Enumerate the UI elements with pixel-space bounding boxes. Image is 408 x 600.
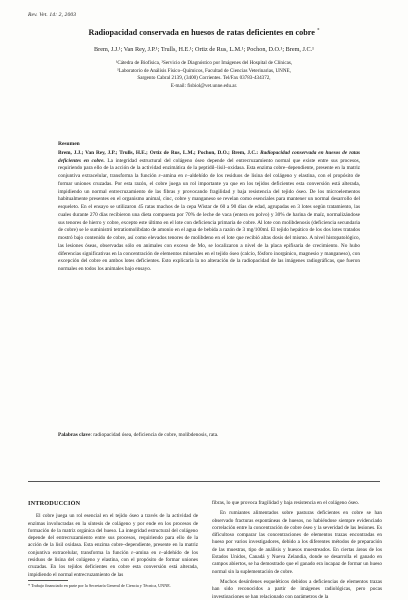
- abstract-citation-title: Radiopacidad conservada en huesos de ratas deficientes en cobre.: [58, 149, 360, 164]
- affiliation-email: E-mail: fisbiol@vet.unne.edu.ar.: [170, 82, 238, 89]
- intro-paragraph: fibras, lo que provoca fragilidad y baja resistencia en el colágeno óseo.: [212, 500, 360, 506]
- abstract-body: [58, 150, 360, 274]
- author-list: Brem, J.J.¹; Van Rey, J.P.¹; Trulls, H.E.¹; Ortiz de Rus, L.M.¹; Pochon, D.O.¹; Brem, J.C.¹: [94, 46, 314, 53]
- footnote-mark: *: [28, 583, 31, 588]
- article-title: [28, 28, 380, 37]
- journal-reference: Rev. Vet. 14: 2, 2003: [28, 12, 77, 18]
- keywords-text: : radiopacidad ósea, deficiencia de cobre, molibdenosis, rata.: [90, 432, 219, 438]
- footnote: [28, 583, 203, 588]
- intro-paragraph: En rumiantes alimentados sobre pasturas deficientes en cobre se han observado fracturas espontáneas de huesos, no habiéndose siempre evidenciado correlación entre la concentración de cobre óseo y la severidad de las lesiones. Es dificultoso comparar las concentraciones de elementos trazas encontradas en hueso por varios investigadores, debido a los diferentes métodos de preparación de las muestras, tipo de análisis y huesos muestreados. En ciertas áreas de los Estados Unidos, Canadá y Nueva Zelandia, donde se desarrolla el ganado en campos abiertos, se ha demostrado que el ganado era incapaz de formar un hueso normal sin la suplementación de cobre.: [212, 510, 382, 575]
- right-column: [212, 500, 384, 598]
- affiliation-line: ¹Cátedra de Biofísica, ²Servicio de Diagnóstico por Imágenes del Hospital de Clínicas,: [115, 60, 293, 66]
- title-footnote-mark: *: [316, 28, 320, 34]
- intro-heading: INTRODUCCIÓN: [28, 500, 81, 507]
- affiliation-line: ³Laboratorio de Análisis Físico–Químicos, Facultad de Ciencias Veterinarias, UNNE,: [117, 67, 291, 74]
- abstract: [58, 141, 360, 274]
- affiliation-block: [40, 60, 368, 90]
- keywords: [58, 432, 360, 440]
- intro-paragraph: El cobre juega un rol esencial en el tejido óseo a través de la actividad de enzimas involucradas en la síntesis de colágeno y por ende en los procesos de formación de la matriz orgánica del hueso. La integridad estructural del colágeno depende del entrecruzamiento entre sus procesos, requiriendo para ello de la acción de la lisil oxidasa. Esta enzima cobre–dependiente, presente en la matriz conjuntiva extracelular, transforma la función ε–amina en ε–aldehído de los residuos de lisina del colágeno y elastina, con el propósito de formar uniones cruzadas. En los tejidos deficientes en cobre esta conversión está alterada, impidiendo el normal entrecruzamiento de las: [28, 513, 198, 578]
- keywords-label: Palabras clave: [58, 432, 91, 438]
- article-title-text: Radiopacidad conservada en huesos de ratas deficientes en cobre: [88, 28, 315, 37]
- affiliation-line: Sargento Cabral 2139, (3400) Corrientes. Tel/Fax 03783-434372,: [137, 75, 271, 82]
- abstract-text: La integridad estructural del colágeno óseo depende del entrecruzamiento normal que existe entre sus procesos, requiriendo para ello de la acción de la actividad enzimática de la peptidil–lisil–oxidasa. Esta enzima cobre–dependiente, presente en la matriz conjuntiva extracelular, transforma la función ε–amina en ε–aldehído de los residuos de lisina del colágeno y elastina, con el propósito de formar uniones cruzadas. Por esta razón, el cobre juega un rol importante ya que en los tejidos deficientes esta conversión está alterada, impidiendo un normal entrecruzamiento de las fibras y provocando fragilidad y baja resistencia del tejido óseo. De los microelementos habitualmente presentes en el organismo animal, cinc, cobre y manganeso se revelan como esenciales para mantener un normal desarrollo del esqueleto. En el ensayo se utilizaron 45 ratas machos de la cepa Wistar de 60 a 90 días de edad, agrupadas en 3 lotes según tratamiento, las cuales durante 270 días recibieron una dieta compuesta por 70% de leche de vaca (entera en polvo) y 30% de harina de maíz, normalizándose sus tenores de hierro y cobre, excepto este último en el lote con deficiencia primaria de cobre. Al lote con molibdenosis (deficiencia secundaria de cobre) se le suministró tetratiomolibdato de amonio en el agua de bebida a razón de 3 mg/100ml. El tejido hepático de los dos lotes tratados mostró bajo contenido de cobre, así como elevados tenores de molibdeno en el lote que recibió altas dosis del mismo. A nivel histopatológico, las lesiones óseas, observadas sólo en animales con exceso de Mo, se localizaron a nivel de la placa epifisaria de crecimiento. No hubo diferencias significativas en la concentración de elementos minerales en el tejido óseo (calcio, fósforo inorgánico, magnesio y manganeso), con excepción del cobre en ambos lotes deficientes. Esto explicaría la no alteración de la radiopacidad de las imágenes radiográficas, que fueron normales en todos los animales bajo ensayo.: [58, 157, 360, 272]
- abstract-heading: Resumen: [58, 141, 80, 147]
- footnote-divider: [28, 580, 68, 581]
- intro-paragraph: Muchos desórdenes esqueléticos debidos a deficiencias de elementos trazas han sido reconocidos a partir de imágenes radiológicas, pero pocas investigaciones se han relacionado con parámetros de la: [212, 578, 382, 598]
- abstract-citation: Brem, J.J.; Van Rey, J.P.; Trulls, H.E.; Ortiz de Rus, L.M.; Pochon, D.O.; Brem, J.C.:: [58, 149, 259, 156]
- footnote-text: Trabajo financiado en parte por la Secretaría General de Ciencia y Técnica, UNNE.: [31, 583, 171, 588]
- left-column: [28, 500, 200, 579]
- section-divider: [28, 481, 380, 482]
